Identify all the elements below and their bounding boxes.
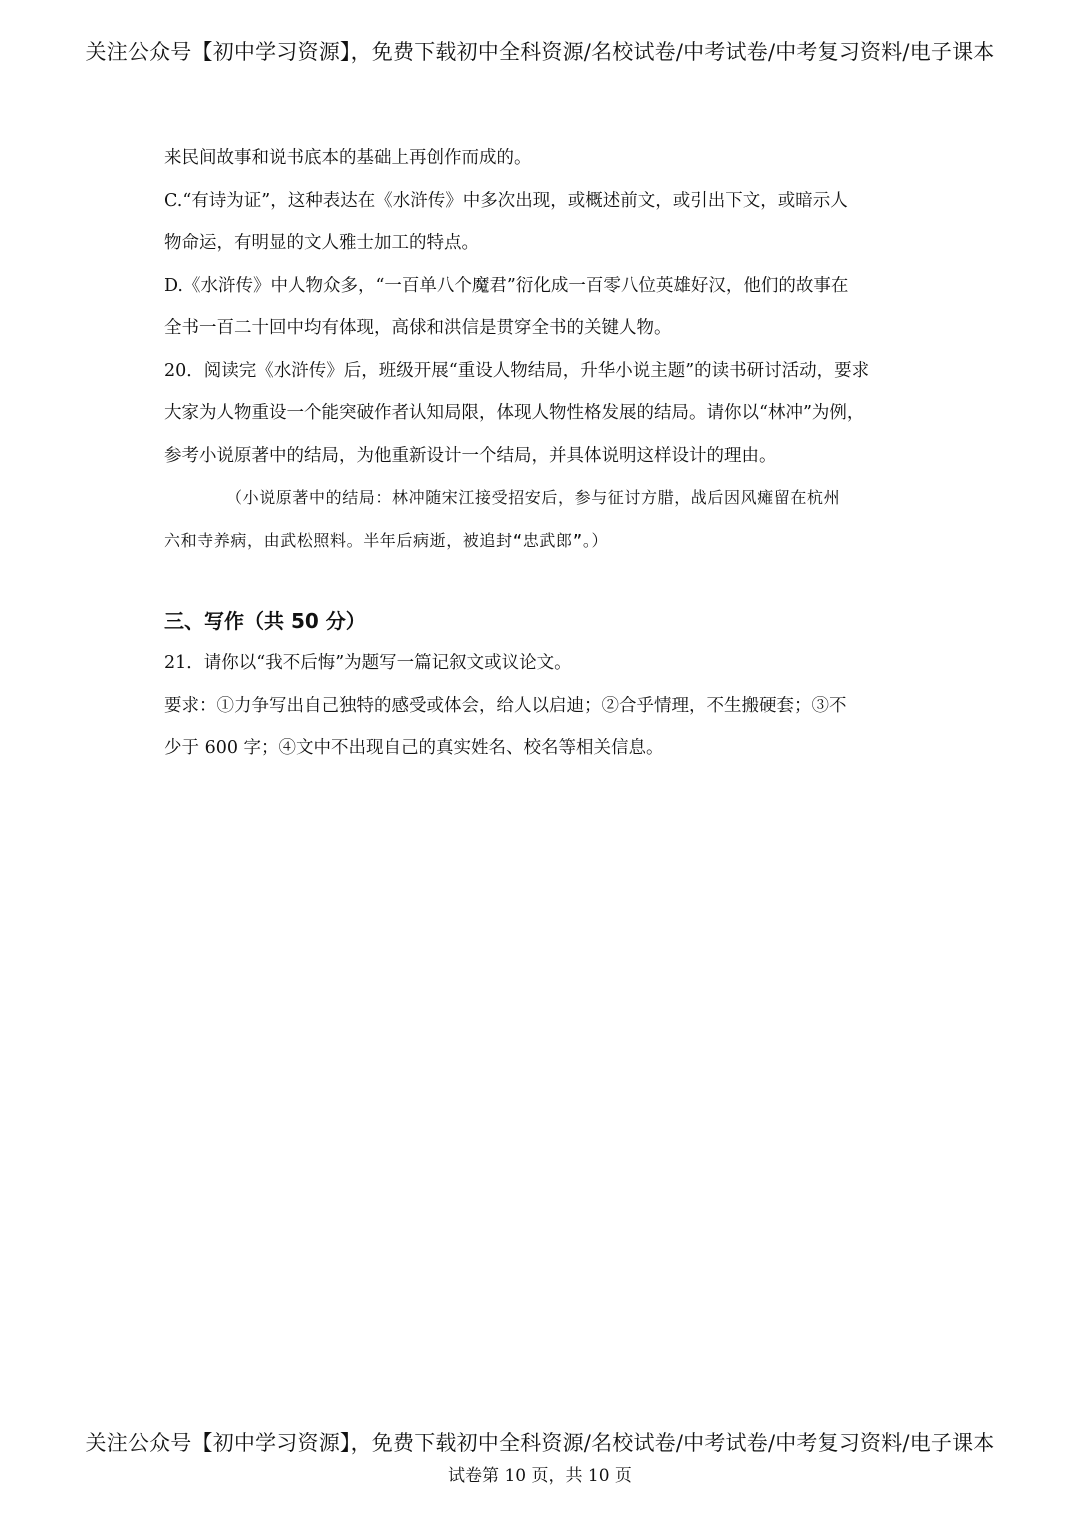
section-gap <box>164 562 934 600</box>
question-20-continuation: 大家为人物重设一个能突破作者认知局限，体现人物性格发展的结局。请你以“林冲”为例， <box>164 403 865 423</box>
question-20-continuation: 参考小说原著中的结局，为他重新设计一个结局，并具体说明这样设计的理由。 <box>164 445 777 466</box>
requirements-continuation: 少于 600 字；④文中不出现自己的真实姓名、校名等相关信息。 <box>164 738 664 758</box>
note-line: （小说原著中的结局：林冲随宋江接受招安后，参与征讨方腊，战后因风瘫留在杭州 <box>226 488 841 507</box>
question-20-line: 20．阅读完《水浒传》后，班级开展“重设人物结局，升华小说主题”的读书研讨活动，要求 <box>164 360 870 381</box>
document-body <box>164 137 934 770</box>
section-title: 三、写作（共 50 分） <box>164 609 366 633</box>
option-d-line: D.《水浒传》中人物众多，“一百单八个魔君”衍化成一百零八位英雄好汉，他们的故事在 <box>164 275 849 296</box>
top-banner: 关注公众号【初中学习资源】，免费下载初中全科资源/名校试卷/中考试卷/中考复习资料/电子课本 <box>85 40 995 64</box>
note-line: 六和寺养病，由武松照料。半年后病逝，被追封“忠武郎”。） <box>164 530 609 550</box>
bottom-banner: 关注公众号【初中学习资源】，免费下载初中全科资源/名校试卷/中考试卷/中考复习资料/电子课本 <box>85 1431 995 1455</box>
option-c-continuation: 物命运，有明显的文人雅士加工的特点。 <box>164 233 479 253</box>
requirements-line: 要求：①力争写出自己独特的感受或体会，给人以启迪；②合乎情理，不生搬硬套；③不 <box>164 695 847 716</box>
question-21-line: 21．请你以“我不后悔”为题写一篇记叙文或议论文。 <box>164 653 572 673</box>
option-d-continuation: 全书一百二十回中均有体现，高俅和洪信是贯穿全书的关键人物。 <box>164 318 672 338</box>
option-c-line: C.“有诗为证”，这种表达在《水浒传》中多次出现，或概述前文，或引出下文，或暗示人 <box>164 190 848 211</box>
body-line: 来民间故事和说书底本的基础上再创作而成的。 <box>164 148 532 168</box>
page-number: 试卷第 10 页，共 10 页 <box>448 1466 632 1486</box>
